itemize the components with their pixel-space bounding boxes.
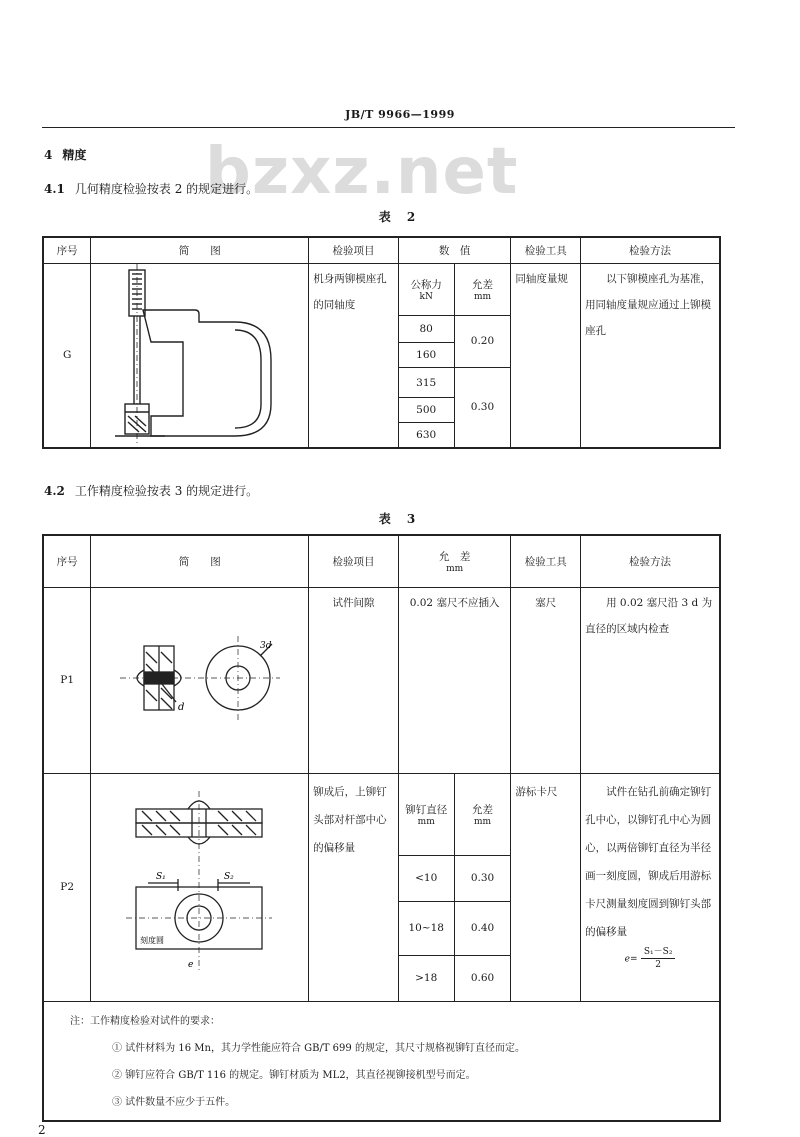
t3-p2-tol-1: 0.40	[454, 901, 511, 955]
standard-number: JB/T 9966—1999	[345, 108, 455, 121]
t2-force-head	[398, 263, 454, 315]
t3-p2-dia-2: >18	[398, 955, 454, 1001]
p1-specimen-diagram	[100, 624, 300, 734]
note-item-1: ① 试件材料为 16 Mn，其力学性能应符合 GB/T 699 的规定，其尺寸规格视铆钉直径而定。	[112, 1042, 525, 1054]
t2-header-figure: 简 图	[91, 237, 309, 263]
p2-e-label: e	[187, 959, 194, 970]
t2-tol-a: 0.20	[454, 315, 511, 368]
t3-p2-tol-0: 0.30	[454, 855, 511, 901]
watermark: bzxz.net	[205, 135, 519, 209]
t2-tol-head	[454, 263, 511, 315]
t2-force-80: 80	[398, 315, 454, 343]
t2-force-630: 630	[398, 423, 454, 448]
t3-p1-item: 试件间隙	[309, 587, 399, 773]
section-number: 4	[44, 148, 53, 162]
section-title: 精度	[62, 148, 87, 162]
t3-row-p1	[43, 587, 720, 773]
t2-force-unit: kN	[419, 291, 433, 302]
t2-header-item: 检验项目	[309, 237, 399, 263]
p1-d-label: d	[177, 701, 185, 713]
t3-p2-dia-1: 10~18	[398, 901, 454, 955]
t2-header-method: 检验方法	[581, 237, 720, 263]
t2-method: 以下铆模座孔为基准，用同轴度量规应通过上铆模座孔	[581, 263, 720, 448]
t3-tol-label: 允 差	[438, 550, 471, 563]
note-title: 注：工作精度检验对试件的要求：	[70, 1015, 220, 1027]
formula-fraction	[641, 946, 676, 971]
clause-text: 几何精度检验按表 2 的规定进行。	[74, 182, 259, 196]
table-3-caption: 表 3	[378, 512, 422, 526]
t3-p1-figure	[91, 587, 309, 773]
t2-tool: 同轴度量规	[511, 263, 581, 448]
formula-numerator: S₁－S₂	[641, 946, 676, 959]
t2-item: 机身两铆模座孔的同轴度	[309, 263, 399, 448]
t2-header-seq: 序号	[43, 237, 91, 263]
page-number: 2	[38, 1123, 46, 1137]
t3-note	[43, 1001, 720, 1121]
t2-header-tool: 检验工具	[511, 237, 581, 263]
t3-p1-seq: P1	[43, 587, 91, 773]
t3-p2-dia-label: 铆钉直径	[405, 803, 448, 816]
t3-p1-tool: 塞尺	[511, 587, 581, 773]
t3-p2-method: 试件在钻孔前确定铆钉孔中心，以铆钉孔中心为圆心，以两倍铆钉直径为半径画一刻度圆，铆成后用游标卡尺测量刻度圆到铆钉头部的偏移量	[585, 785, 712, 938]
t3-p1-method: 用 0.02 塞尺沿 3 d 为直径的区域内检查	[581, 587, 720, 773]
t2-tol-b: 0.30	[454, 368, 511, 448]
table-2-caption: 表 2	[378, 210, 422, 224]
clause-4-1	[44, 180, 258, 197]
t3-p2-item: 铆成后，上铆钉头部对杆部中心的偏移量	[309, 773, 399, 1001]
t3-header-item: 检验项目	[309, 535, 399, 587]
t3-header-seq: 序号	[43, 535, 91, 587]
t3-tol-unit: mm	[446, 563, 464, 574]
clause-text: 工作精度检验按表 3 的规定进行。	[74, 484, 259, 498]
t2-header-value: 数 值	[398, 237, 511, 263]
header-rule	[42, 127, 735, 128]
t3-p2-method-cell	[581, 773, 720, 1001]
t3-p2-figure	[91, 773, 309, 1001]
clause-number: 4.1	[44, 182, 65, 196]
formula-lhs: e=	[624, 954, 638, 964]
t3-p2-tol-2: 0.60	[454, 955, 511, 1001]
t3-p2-tol-head	[454, 773, 511, 855]
table-2	[42, 236, 721, 449]
t2-tol-label: 允差	[471, 278, 493, 291]
t3-p2-formula	[585, 946, 715, 971]
t2-force-label: 公称力	[410, 278, 442, 291]
t3-p1-tol: 0.02 塞尺不应插入	[398, 587, 511, 773]
t3-p2-seq: P2	[43, 773, 91, 1001]
t2-force-315: 315	[398, 368, 454, 398]
t3-p2-dia-0: <10	[398, 855, 454, 901]
t2-figure	[91, 263, 309, 448]
note-item-3: ③ 试件数量不应少于五件。	[112, 1096, 236, 1108]
p2-s1-label: S₁	[155, 871, 166, 882]
t3-p2-tol-unit: mm	[473, 816, 492, 827]
t3-p2-tol-label: 允差	[472, 803, 494, 816]
t2-force-160: 160	[398, 343, 454, 368]
t3-header-method: 检验方法	[581, 535, 720, 587]
t2-tol-unit: mm	[473, 291, 492, 302]
t3-p2-dia-head	[398, 773, 454, 855]
t3-row-p2	[43, 773, 720, 855]
p2-circle-label: 刻度圆	[139, 935, 164, 945]
t3-p2-tool: 游标卡尺	[511, 773, 581, 1001]
clause-number: 4.2	[44, 484, 65, 498]
formula-denominator: 2	[655, 959, 662, 970]
p2-specimen-diagram	[100, 791, 300, 981]
t3-header-tol	[398, 535, 511, 587]
p1-3d-label: 3d	[259, 640, 272, 651]
note-item-2: ② 铆钉应符合 GB/T 116 的规定。铆钉材质为 ML2，其直径视铆接机型号而定。	[112, 1069, 476, 1081]
riveter-frame-diagram	[95, 264, 305, 444]
section-4-heading	[44, 146, 96, 163]
t3-p2-dia-unit: mm	[417, 816, 435, 827]
clause-4-2	[44, 482, 258, 499]
t2-force-500: 500	[398, 398, 454, 423]
t2-seq: G	[43, 263, 91, 448]
p2-s2-label: S₂	[223, 871, 234, 882]
t3-header-tool: 检验工具	[511, 535, 581, 587]
t3-header-figure: 简 图	[91, 535, 309, 587]
table-3	[42, 534, 721, 1122]
